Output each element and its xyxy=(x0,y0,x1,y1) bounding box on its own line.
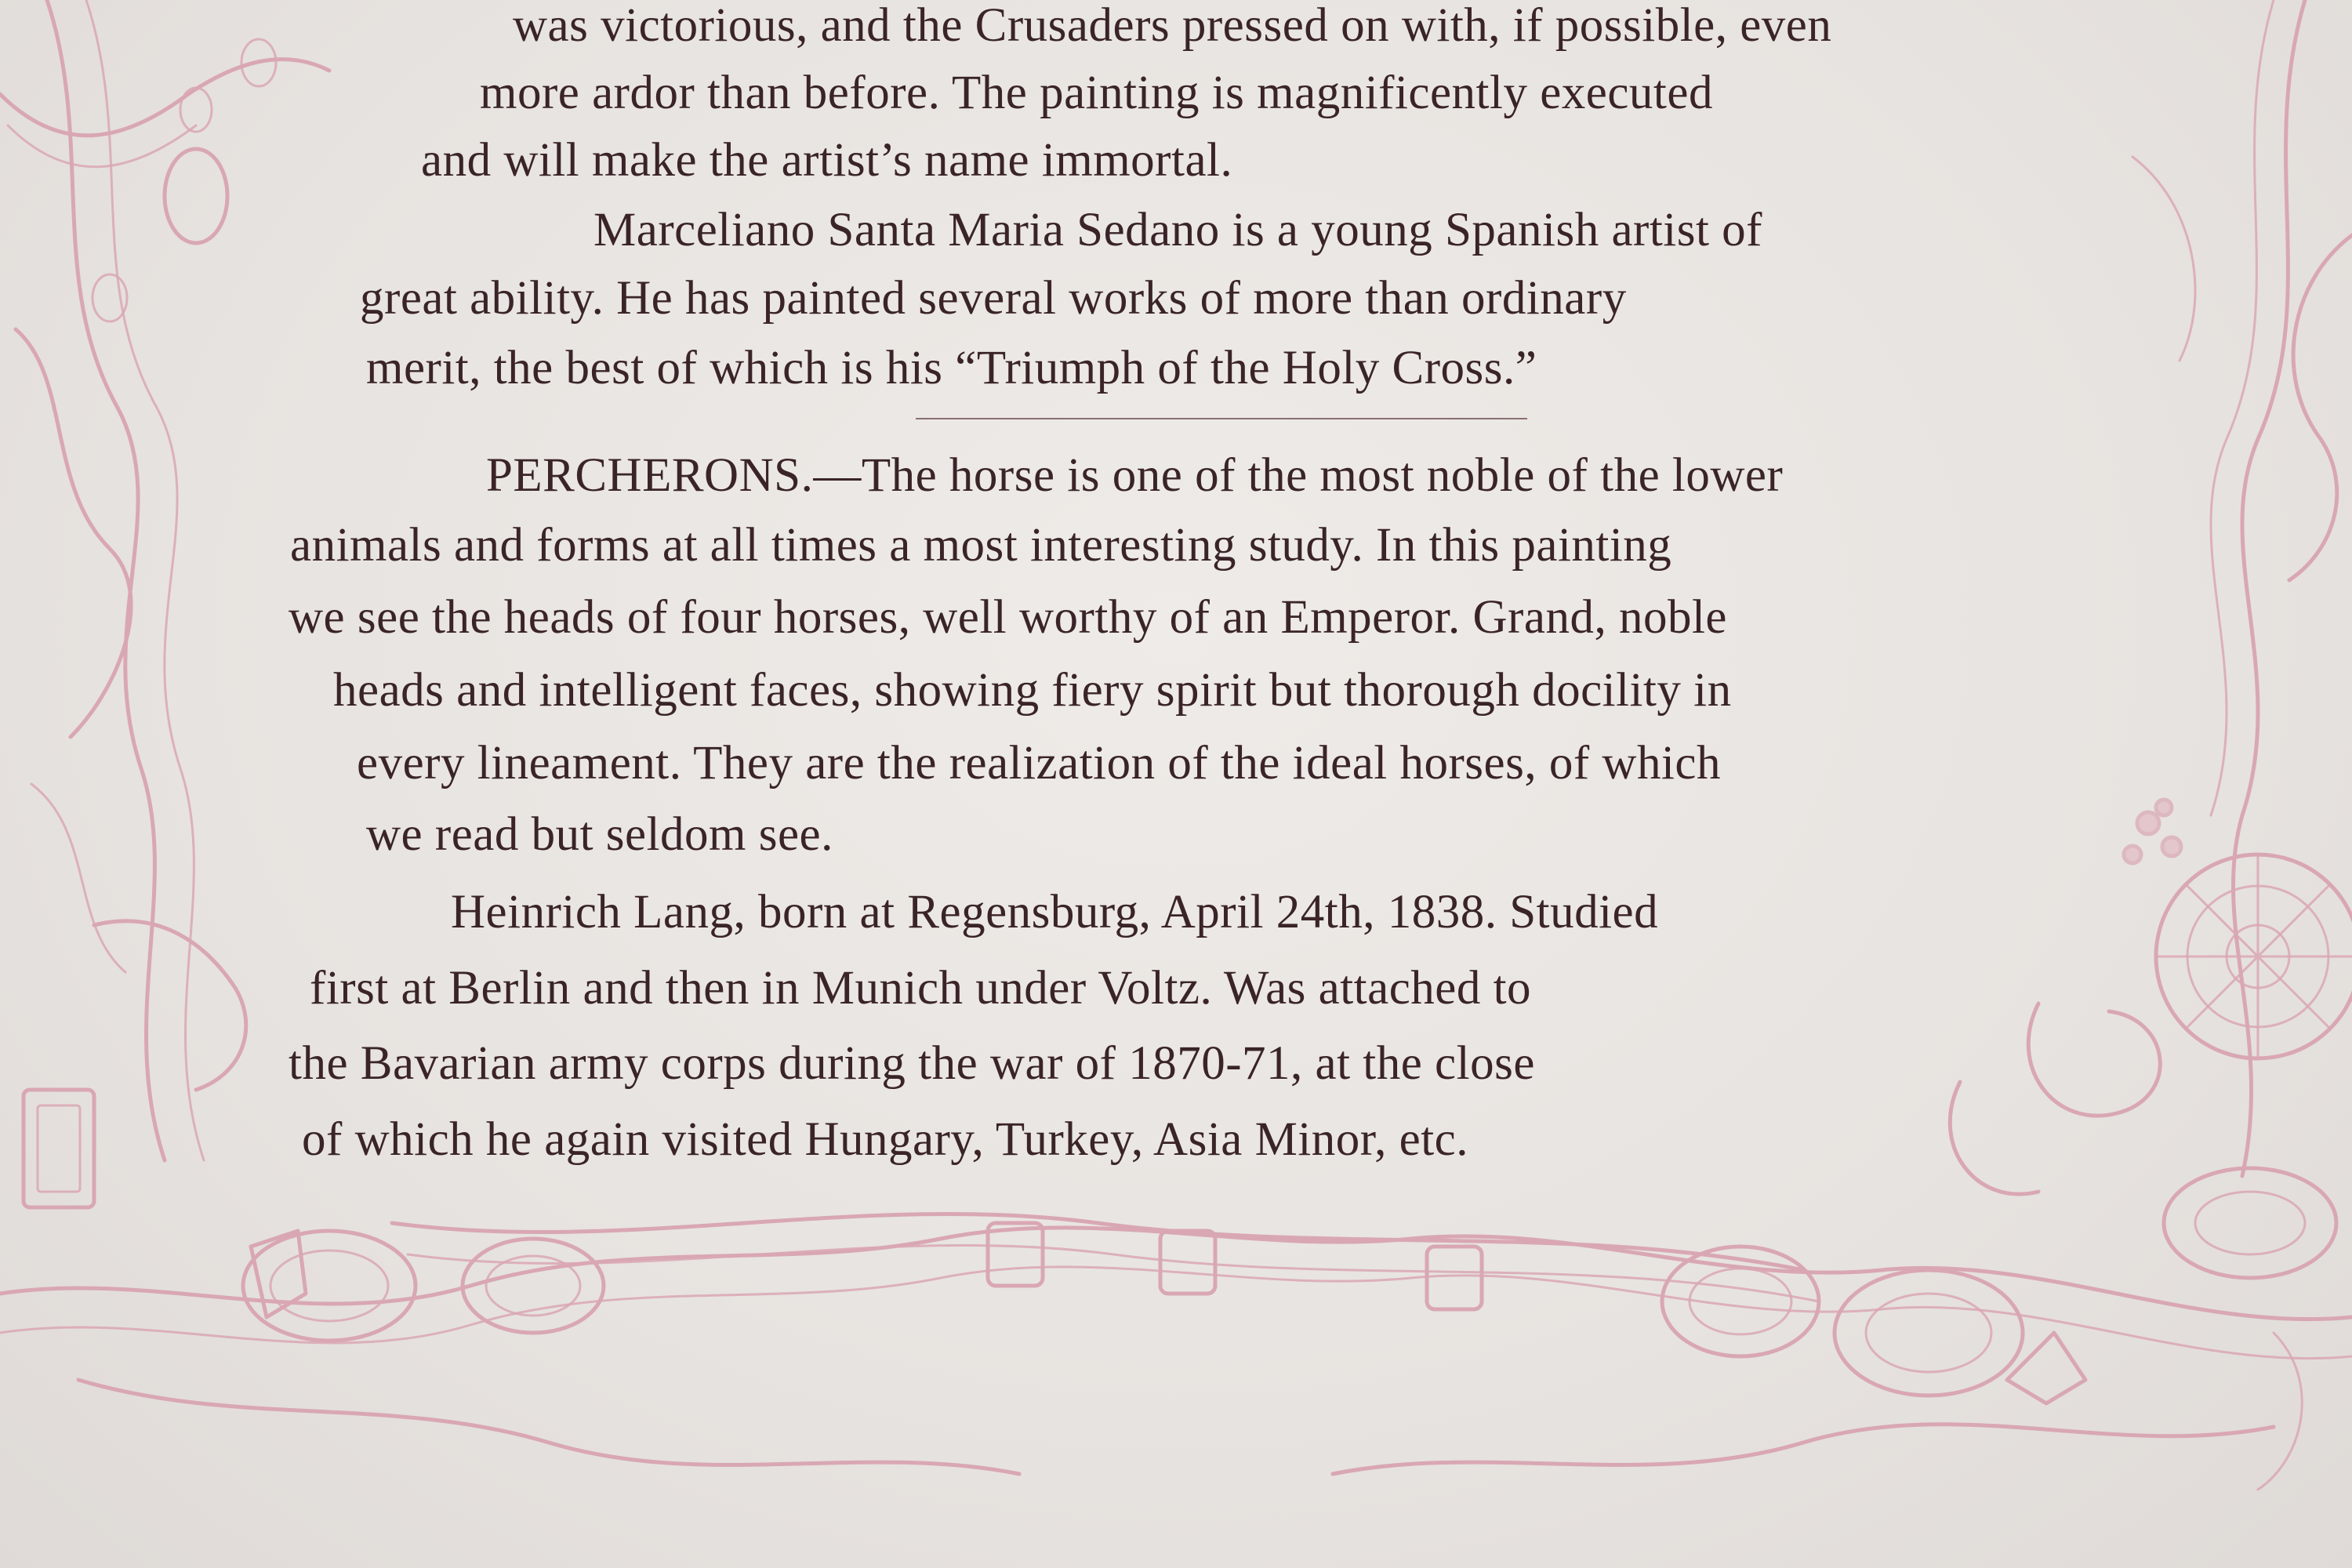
percherons-line-6: we read but seldom see. xyxy=(366,808,833,861)
sedano-line-1: Marceliano Santa Maria Sedano is a young Spanish artist of xyxy=(593,204,1762,256)
percherons-line-5: every lineament. They are the realization of the ideal horses, of which xyxy=(357,737,1721,789)
percherons-line-3: we see the heads of four horses, well worthy of an Emperor. Grand, noble xyxy=(289,591,1727,644)
lang-line-4: of which he again visited Hungary, Turkey, Asia Minor, etc. xyxy=(302,1113,1468,1166)
lang-line-3: the Bavarian army corps during the war of 1870-71, at the close xyxy=(289,1037,1535,1090)
section-divider xyxy=(916,418,1527,419)
sedano-line-3: merit, the best of which is his “Triumph of the Holy Cross.” xyxy=(366,342,1537,394)
crusaders-line-1: was victorious, and the Crusaders pressed on with, if possible, even xyxy=(513,0,1832,52)
percherons-line-1: PERCHERONS.—The horse is one of the most noble of the lower xyxy=(486,449,1784,502)
lang-line-1: Heinrich Lang, born at Regensburg, April 24th, 1838. Studied xyxy=(451,886,1659,938)
percherons-line-2: animals and forms at all times a most interesting study. In this painting xyxy=(290,519,1672,572)
percherons-line-4: heads and intelligent faces, showing fiery spirit but thorough docility in xyxy=(333,664,1732,717)
sedano-line-2: great ability. He has painted several works of more than ordinary xyxy=(360,272,1627,325)
lang-line-2: first at Berlin and then in Munich under Voltz. Was attached to xyxy=(310,962,1532,1014)
crusaders-line-2: more ardor than before. The painting is magnificently executed xyxy=(480,67,1713,119)
crusaders-line-3: and will make the artist’s name immortal. xyxy=(421,134,1233,187)
